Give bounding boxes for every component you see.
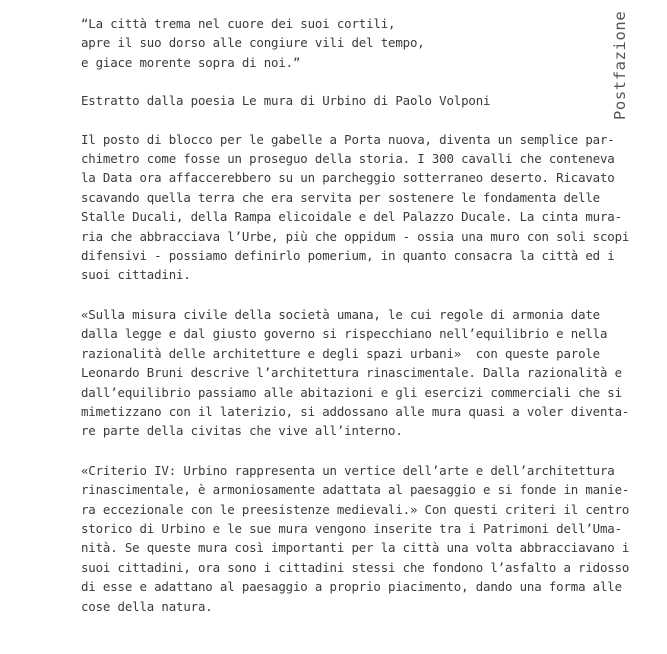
text-line: difensivi - possiamo definirlo pomerium, in quanto consacra la città ed i bbox=[81, 248, 615, 264]
text-line: Stalle Ducali, della Rampa elicoidale e del Palazzo Ducale. La cinta mura- bbox=[81, 209, 622, 225]
text-line: re parte della civitas che vive all’interno. bbox=[81, 423, 403, 439]
poem-line: apre il suo dorso alle congiure vili del tempo, bbox=[81, 35, 425, 51]
text-line: dalla legge e dal giusto governo si rispecchiano nell’equilibrio e nella bbox=[81, 326, 608, 342]
poem-source: Estratto dalla poesia Le mura di Urbino di Paolo Volponi bbox=[81, 93, 491, 109]
section-title: Postfazione bbox=[611, 10, 629, 120]
poem-line: e giace morente sopra di noi.” bbox=[81, 54, 301, 70]
paragraph-2 bbox=[81, 305, 630, 441]
text-line: ria che abbracciava l’Urbe, più che oppidum - ossia una muro con soli scopi bbox=[81, 228, 630, 244]
paragraph-3 bbox=[81, 461, 630, 616]
text-line: Leonardo Bruni descrive l’architettura rinascimentale. Dalla razionalità e bbox=[81, 365, 622, 381]
text-line: suoi cittadini. bbox=[81, 267, 191, 283]
text-line: razionalità delle architetture e degli spazi urbani» con queste parole bbox=[81, 345, 600, 361]
text-line: mimetizzano con il laterizio, si addossano alle mura quasi a voler diventa- bbox=[81, 403, 630, 419]
text-line: «Criterio IV: Urbino rappresenta un vertice dell’arte e dell’architettura bbox=[81, 462, 615, 478]
text-line: suoi cittadini, ora sono i cittadini stessi che fondono l’asfalto a ridosso bbox=[81, 559, 630, 575]
text-line: chimetro come fosse un proseguo della storia. I 300 cavalli che conteneva bbox=[81, 151, 615, 167]
poem-line: “La città trema nel cuore dei suoi cortili, bbox=[81, 16, 396, 31]
text-line: nità. Se queste mura così importanti per la città una volta abbracciavano i bbox=[81, 540, 630, 556]
text-line: di esse e adattano al paesaggio a proprio piacimento, dando una forma alle bbox=[81, 579, 622, 595]
text-line: ra eccezionale con le preesistenze medievali.» Con questi criteri il centro bbox=[81, 501, 630, 517]
text-line: dall’equilibrio passiamo alle abitazioni e gli esercizi commerciali che si bbox=[81, 384, 622, 400]
text-line: scavando quella terra che era servita per sostenere le fondamenta delle bbox=[81, 189, 600, 205]
text-line: rinascimentale, è armoniosamente adattata al paesaggio e si fonde in manie- bbox=[81, 482, 630, 498]
text-line: cose della natura. bbox=[81, 598, 213, 614]
text-line: Il posto di blocco per le gabelle a Porta nuova, diventa un semplice par- bbox=[81, 131, 615, 147]
text-line: la Data ora affaccerebbero su un parcheggio sotterraneo deserto. Ricavato bbox=[81, 170, 615, 186]
poem-quote bbox=[81, 14, 601, 72]
text-line: «Sulla misura civile della società umana, le cui regole di armonia date bbox=[81, 306, 600, 322]
paragraph-1 bbox=[81, 130, 630, 285]
text-line: storico di Urbino e le sue mura vengono inserite tra i Patrimoni dell’Uma- bbox=[81, 520, 622, 536]
